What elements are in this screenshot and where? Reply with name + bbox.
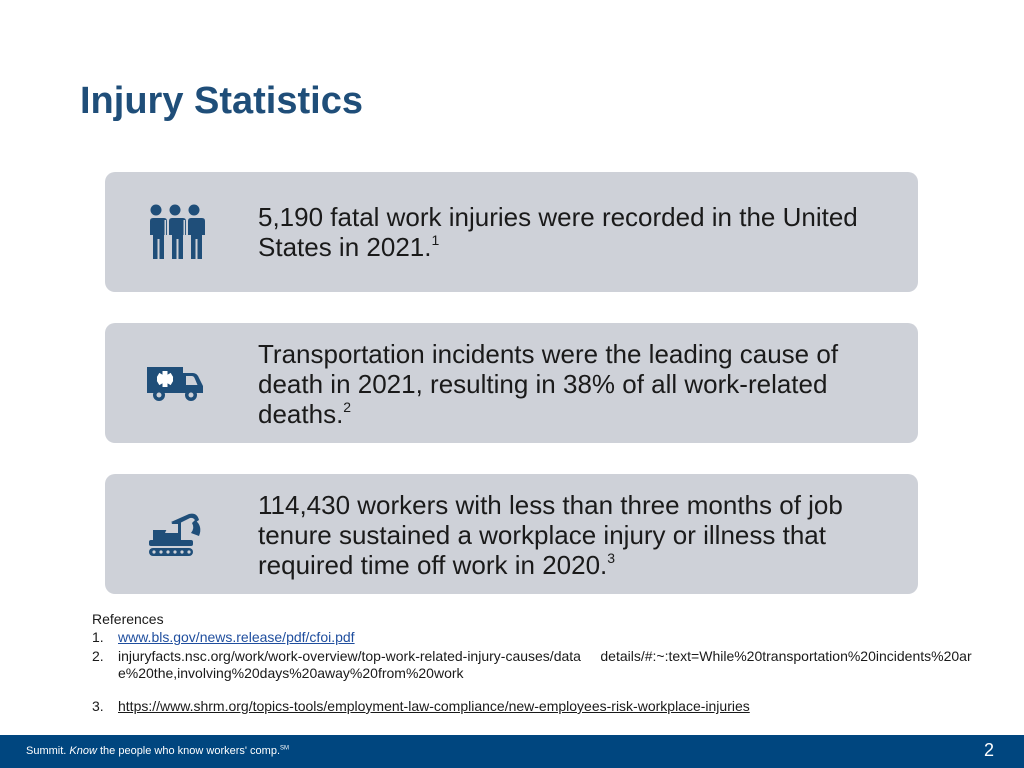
footer-tagline: Summit. Know the people who know workers' comp.℠ [26, 745, 290, 757]
reference-item [92, 648, 972, 682]
reference-item [92, 698, 972, 715]
reference-item [92, 629, 972, 646]
reference-number: 2. [92, 648, 104, 664]
ambulance-icon [143, 353, 207, 413]
reference-link-bls[interactable]: www.bls.gov/news.release/pdf/cfoi.pdf [118, 629, 355, 645]
footnote-marker: 2 [343, 399, 352, 415]
stat-card-transportation [105, 323, 918, 443]
references-heading: References [92, 611, 164, 627]
excavator-icon [143, 504, 207, 564]
reference-link-shrm[interactable]: https://www.shrm.org/topics-tools/employment-law-compliance/new-employees-risk-workplace-injuries [118, 698, 750, 714]
stat-text: 5,190 fatal work injuries were recorded in the United States in 2021.$^1$ [258, 202, 858, 262]
footnote-marker: 3 [607, 550, 616, 566]
stat-card-new-workers [105, 474, 918, 594]
footnote-marker: 1 [431, 232, 440, 248]
references-section [92, 611, 972, 715]
footer-bar [0, 735, 1024, 768]
page-title: Injury Statistics [80, 80, 363, 122]
page-number: 2 [983, 740, 994, 760]
stat-card-fatal-injuries [105, 172, 918, 292]
stat-text: Transportation incidents were the leading cause of death in 2021, resulting in 38% of all work-related deaths.$^2$ [258, 339, 839, 429]
reference-text-nsc: injuryfacts.nsc.org/work/work-overview/top-work-related-injury-causes/data details/#:~:text=While%20transportation%20incidents%20are%20the,involving%20days%20away%20from%20work [118, 648, 972, 681]
people-group-icon [143, 202, 207, 262]
stat-text: 114,430 workers with less than three months of job tenure sustained a workplace injury or illness that required time off work in 2020.$^3$ [258, 490, 843, 580]
reference-number: 1. [92, 629, 104, 645]
reference-number: 3. [92, 698, 104, 714]
